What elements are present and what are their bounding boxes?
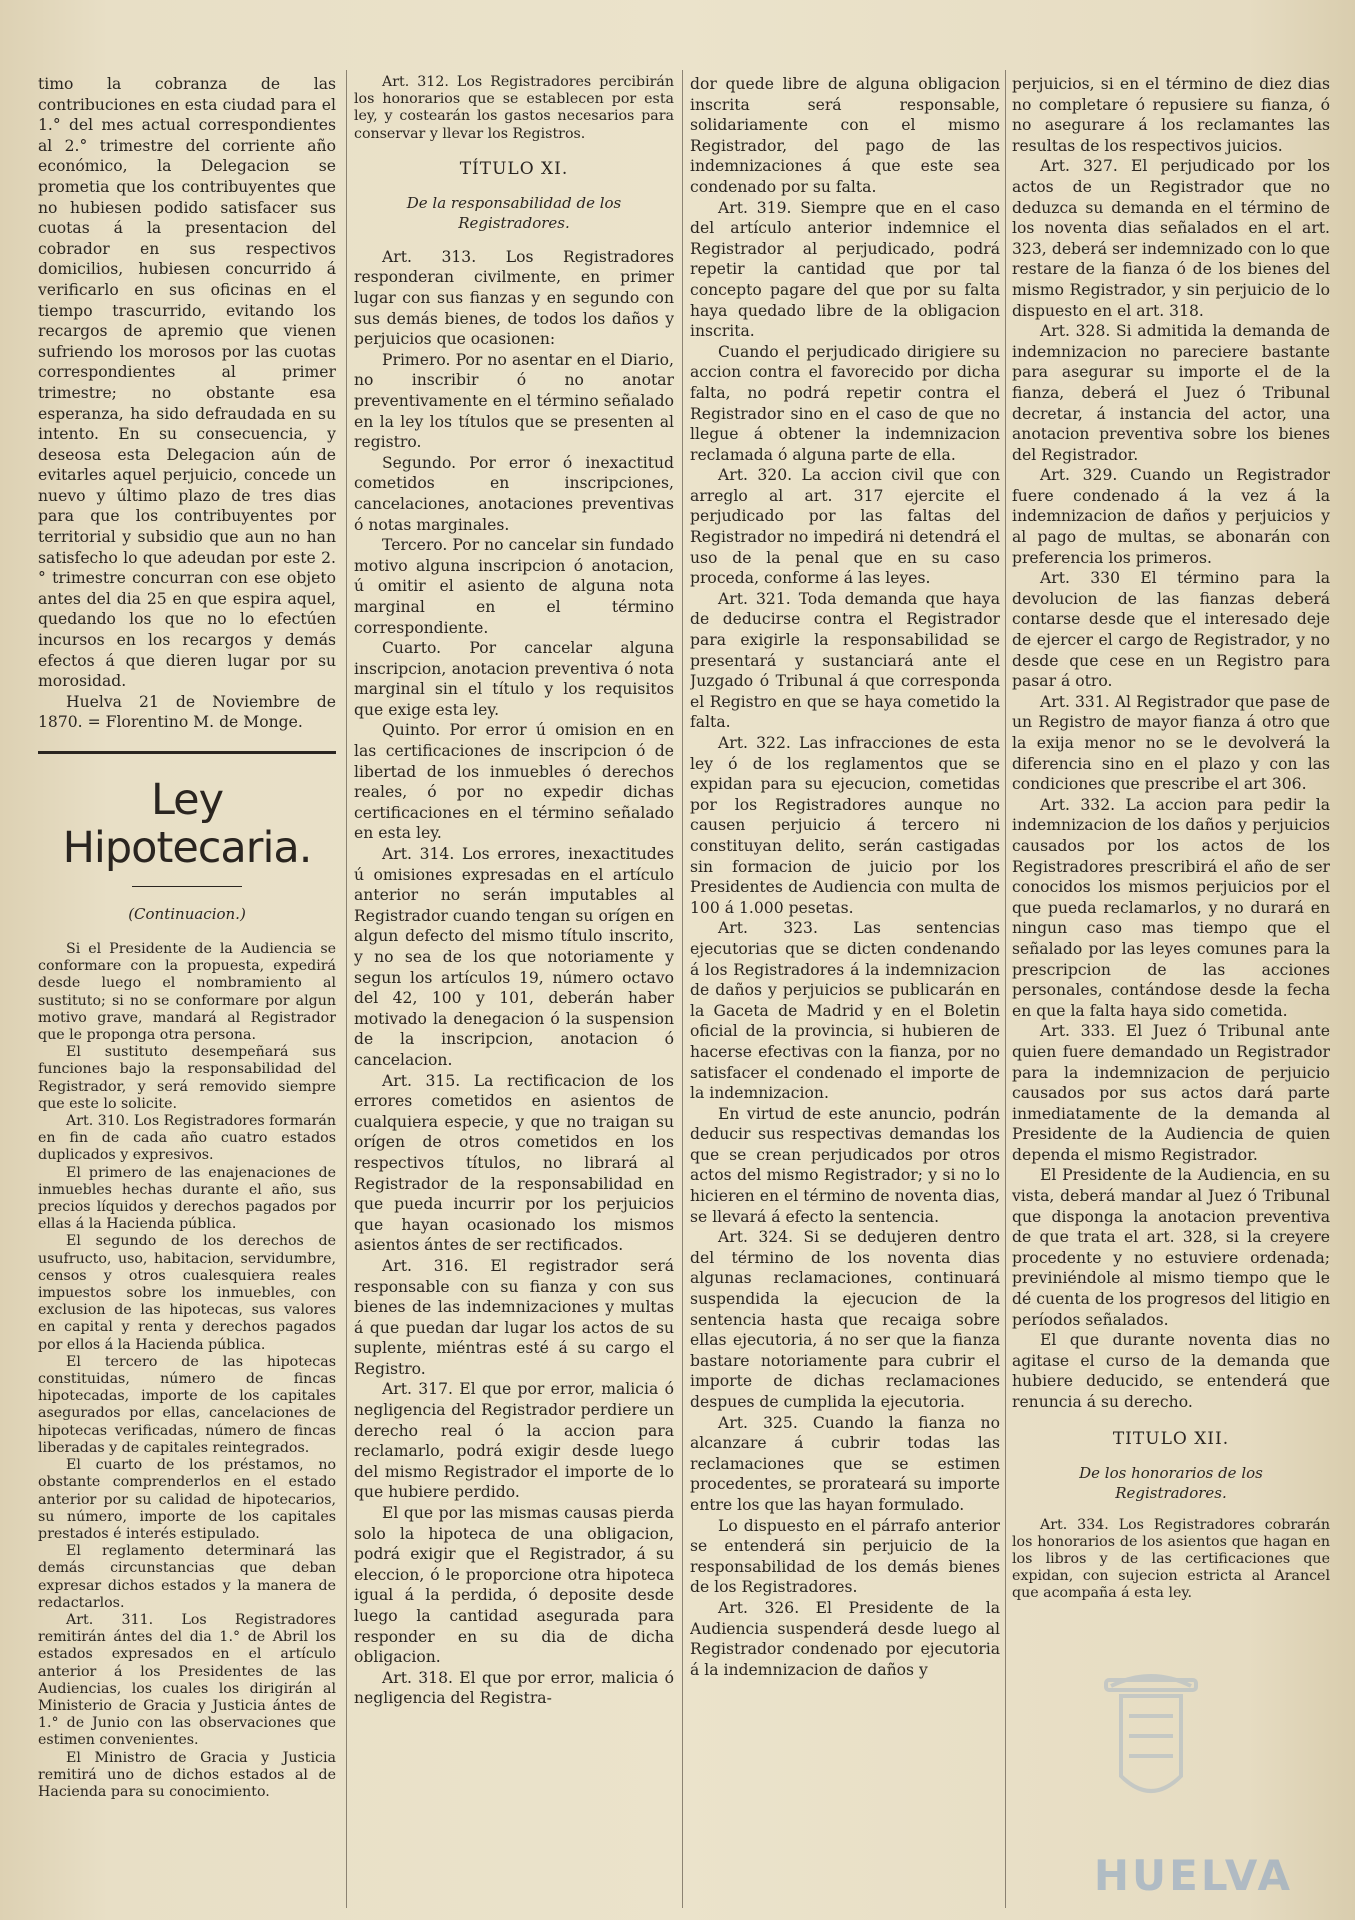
paragraph: Quinto. Por error ú omision en en las certificaciones de inscripcion ó de libertad de los inmuebles ó derechos reales, ó por no expedir dichas certificaciones en el término señalado en esta ley. xyxy=(354,721,674,843)
column-3 xyxy=(690,74,1000,1906)
title-heading: TITULO XII. xyxy=(1112,1428,1230,1449)
title-heading: TÍTULO XI. xyxy=(459,158,569,179)
paragraph: Art. 323. Las sentencias ejecutorias que se dicten condenando á los Registradores á la indemnizacion de daños y perjuicios se publicarán en la Gaceta de Madrid y en el Boletin oficial de la provincia, si hubieren de hacerse efectivas con la fianza, por no satisfacer el condenado el importe de la indemnizacion. xyxy=(690,919,1000,1103)
watermark-text: HUELVA xyxy=(1093,1851,1293,1900)
paragraph: Art. 329. Cuando un Registrador fuere condenado á la vez á la indemnizacion de daños y perjuicios y al pago de multas, se abonarán con preferencia los primeros. xyxy=(1012,466,1330,567)
paragraph: Art. 331. Al Registrador que pase de un Registro de mayor fianza á otro que la exija menor no se le devolverá la diferencia sino en el plazo y con las condiciones que prescribe el art 306. xyxy=(1012,692,1330,794)
paragraph: Art. 321. Toda demanda que haya de deducirse contra el Registrador para exigirle la responsabilidad se presentará y sustanciará ante el Juzgado ó Tribunal á que corresponda el Registro en que se haya cometido la falta. xyxy=(690,589,1000,732)
paragraph: Art. 319. Siempre que en el caso del artículo anterior indemnice el Registrador al perjudicado, podrá repetir la cantidad que por tal concepto pagare del que por su falta haya quedado libre de la obligacion inscrita. xyxy=(690,198,1000,341)
paragraph: Art. 332. La accion para pedir la indemnizacion de los daños y perjuicios causados por los actos de los Registradores prescribirá el año de ser conocidos los mismos perjuicios por el que pueda reclamarlos, y no durará en ningun caso mas tiempo que el señalado por las leyes comunes para la prescripcion de las acciones personales, contándose desde la fecha en que la falta haya sido cometida. xyxy=(1012,795,1330,1020)
title-subheading: De los honorarios de los Registradores. xyxy=(1079,1463,1263,1502)
paragraph: El Ministro de Gracia y Justicia remitirá uno de dichos estados al de Hacienda para su conocimiento. xyxy=(38,1749,336,1800)
paragraph: El sustituto desempeñará sus funciones bajo la responsabilidad del Registrador, y será removido siempre que este lo solicite. xyxy=(38,1044,336,1112)
paragraph: El cuarto de los préstamos, no obstante comprenderlos en el estado anterior por su calidad de hipotecarios, su número, importe de los capitales prestados é interés estipulado. xyxy=(38,1457,336,1542)
paragraph: Art. 312. Los Registradores percibirán los honorarios que se establecen por esta ley, y costearán los gastos necesarios para conservar y llevar los Registros. xyxy=(354,74,674,142)
paragraph: Art. 334. Los Registradores cobrarán los honorarios de los asientos que hagan en los libros y de las certificaciones que expidan, con sujecion estricta al Arancel que acompaña á esta ley. xyxy=(1012,1516,1330,1602)
paragraph: El que durante noventa dias no agitase el curso de la demanda que hubiere deducido, se entenderá que renuncia á su derecho. xyxy=(1012,1331,1330,1411)
continuation-label: (Continuacion.) xyxy=(128,905,246,923)
paragraph: Cuarto. Por cancelar alguna inscripcion, anotacion preventiva ó nota marginal sin el título y los requisitos que exige esta ley. xyxy=(354,639,674,719)
signature-line: Huelva 21 de Noviembre de 1870. = Florentino M. de Monge. xyxy=(38,692,336,732)
paragraph: Art. 325. Cuando la fianza no alcanzare á cubrir todas las reclamaciones que se estimen procedentes, se prorateará su importe entre los que las hayan formulado. xyxy=(690,1413,1000,1514)
paragraph: Art. 320. La accion civil que con arreglo al art. 317 ejercite el perjudicado por las faltas del Registrador no impedirá ni detendrá el uso de la penal que en su caso proceda, conforme á las leyes. xyxy=(690,466,1000,588)
paragraph: Art. 322. Las infracciones de esta ley ó de los reglamentos que se expidan para su ejecucion, cometidas por los Registradores aunque no causen perjuicio á tercero ni constituyan delito, serán castigadas sin formacion de juicio por los Presidentes de Audiencia con multa de 100 á 1.000 pesetas. xyxy=(690,734,1000,917)
paragraph: Art. 324. Si se dedujeren dentro del término de los noventa dias algunas reclamaciones, continuará suspendida la ejecucion de la sentencia hasta que recaiga sobre ellas ejecutoria, á no ser que la fianza bastare notoriamente para cubrir el importe de dichas reclamaciones despues de cumplida la ejecutoria. xyxy=(690,1228,1000,1411)
paragraph: Art. 317. El que por error, malicia ó negligencia del Registrador perdiere un derecho real ó la accion para reclamarlo, podrá exigir desde luego del mismo Registrador el importe de lo que hubiere perdido. xyxy=(354,1380,674,1502)
paragraph: timo la cobranza de las contribuciones en esta ciudad para el 1.° del mes actual correspondientes al 2.° trimestre del corriente año económico, la Delegacion se prometia que los contribuyentes que no hubiesen podido satisfacer sus cuotas á la presentacion del cobrador en sus respectivos domicilios, hubiesen concurrido á verificarlo en sus oficinas en el tiempo trascurrido, evitando los recargos de apremio que vienen sufriendo los morosos por las cuotas correspondientes al primer trimestre; no obstante esa esperanza, ha sido defraudada en su intento. En su consecuencia, y deseosa esta Delegacion aún de evitarles aquel perjuicio, concede un nuevo y último plazo de tres dias para que los contribuyentes por territorial y subsidio que aun no han satisfecho lo que adeudan por este 2.° trimestre concurran con ese objeto antes del dia 25 en que espira aquel, quedando los que no lo efectúen incursos en los recargos y demás efectos á que dieren lugar por su morosidad. xyxy=(38,75,336,691)
paragraph: Art. 310. Los Registradores formarán en fin de cada año cuatro estados duplicados y expresivos. xyxy=(38,1113,336,1164)
paragraph: Art. 316. El registrador será responsable con su fianza y con sus bienes de las indemnizaciones y multas á que puedan dar lugar los actos de su suplente, miéntras esté á su cargo el Registro. xyxy=(354,1256,674,1378)
column-rule xyxy=(346,70,347,1908)
paragraph: Art. 314. Los errores, inexactitudes ú omisiones expresadas en el artículo anterior no serán imputables al Registrador cuando tengan su orígen en algun defecto del mismo título inscrito, y no sea de los que notoriamente y segun los artículos 19, número octavo del 42, 100 y 101, deberán haber motivado la denegacion ó la suspension de la inscripcion, anotacion ó cancelacion. xyxy=(354,845,674,1069)
paragraph: Art. 330 El término para la devolucion de las fianzas deberá contarse desde que el interesado deje de ejercer el cargo de Registrador, y no desde que cese en un Registro para pasar á otro. xyxy=(1012,569,1330,691)
paragraph: Art. 318. El que por error, malicia ó negligencia del Registra- xyxy=(354,1668,674,1708)
paragraph: perjuicios, si en el término de diez dias no completare ó repusiere su fianza, ó no asegurare á los reclamantes las resultas de los respectivos juicios. xyxy=(1012,75,1330,155)
section-title: Ley Hipotecaria. xyxy=(62,775,312,873)
paragraph: En virtud de este anuncio, podrán deducir sus respectivas demandas los que se crean perjudicados por otros actos del mismo Registrador; y si no lo hicieren en el término de noventa dias, se llevará á efecto la sentencia. xyxy=(690,1104,1000,1226)
column-1 xyxy=(38,74,336,1906)
paragraph: Art. 328. Si admitida la demanda de indemnizacion no pareciere bastante para asegurar su importe el de la fianza, deberá el Juez ó Tribunal decretar, á instancia del actor, una anotacion preventiva sobre los bienes del Registrador. xyxy=(1012,322,1330,464)
paragraph: Art. 315. La rectificacion de los errores cometidos en asientos de cualquiera especie, y que no traigan su orígen de otros cometidos en los respectivos títulos, no librará al Registrador de la responsabilidad en que pueda incurrir por los perjuicios que hayan ocasionado los mismos asientos ántes de ser rectificados. xyxy=(354,1071,674,1255)
paragraph: Lo dispuesto en el párrafo anterior se entenderá sin perjuicio de la responsabilidad de los demás bienes de los Registradores. xyxy=(690,1516,1000,1597)
column-rule xyxy=(1005,70,1006,1908)
paragraph: Art. 311. Los Registradores remitirán ántes del dia 1.° de Abril los estados expresados en el artículo anterior á los Presidentes de las Audiencias, los cuales los dirigirán al Ministerio de Gracia y Justicia ántes de 1.° de Junio con las observaciones que estimen convenientes. xyxy=(38,1611,336,1749)
title-subheading: De la responsabilidad de los Registradores. xyxy=(406,193,622,232)
paragraph: Segundo. Por error ó inexactitud cometidos en inscripciones, cancelaciones, anotaciones preventivas ó notas marginales. xyxy=(354,453,674,534)
paragraph: El Presidente de la Audiencia, en su vista, deberá mandar al Juez ó Tribunal que disponga la anotacion preventiva de que trata el art. 328, si la creyere procedente y no estuviere ordenada; previniéndole al mismo tiempo que le dé cuenta de los progresos del litigio en períodos señalados. xyxy=(1012,1166,1330,1329)
paragraph: El primero de las enajenaciones de inmuebles hechas durante el año, sus precios líquidos y derechos pagados por ellas á la Hacienda pública. xyxy=(38,1164,336,1233)
column-4 xyxy=(1012,74,1330,1906)
paragraph: El segundo de los derechos de usufructo, uso, habitacion, servidumbre, censos y otros cualesquiera reales impuestos sobre los inmuebles, con exclusion de las hipotecas, sus valores en capital y renta y derechos pagados por ellos á la Hacienda pública. xyxy=(38,1233,336,1353)
title-underline xyxy=(132,886,242,887)
paragraph: Art. 313. Los Registradores responderan civilmente, en primer lugar con sus fianzas y en segundo con sus demás bienes, de todos los daños y perjuicios que ocasionen: xyxy=(354,247,674,349)
paragraph: dor quede libre de alguna obligacion inscrita será responsable, solidariamente con el mismo Registrador, del pago de las indemnizaciones á que este sea condenado por su falta. xyxy=(690,75,1000,196)
section-divider xyxy=(38,751,336,754)
paragraph: Cuando el perjudicado dirigiere su accion contra el favorecido por dicha falta, no podrá repetir contra el Registrador sino en el caso de que no llegue á obtener la indemnizacion reclamada ó alguna parte de ella. xyxy=(690,342,1000,464)
column-rule xyxy=(682,70,683,1908)
paragraph: Si el Presidente de la Audiencia se conformare con la propuesta, expedirá desde luego el nombramiento al sustituto; si no se conformare por algun motivo grave, mandará al Registrador que le proponga otra persona. xyxy=(38,941,336,1044)
column-2 xyxy=(354,74,674,1906)
paragraph: Primero. Por no asentar en el Diario, no inscribir ó no anotar preventivamente en el término señalado en la ley los títulos que se presenten al registro. xyxy=(354,350,674,452)
paragraph: Art. 333. El Juez ó Tribunal ante quien fuere demandado un Registrador para la indemnizacion de perjuicio causados por sus actos dará parte inmediatamente de la demanda al Presidente de la Audiencia de quien dependa el mismo Registrador. xyxy=(1012,1022,1330,1164)
paragraph: El que por las mismas causas pierda solo la hipoteca de una obligacion, podrá exigir que el Registrador, á su eleccion, ó le proporcione otra hipoteca igual á la perdida, ó deposite desde luego la cantidad asegurada para responder en su dia de dicha obligacion. xyxy=(354,1504,674,1667)
paragraph: Tercero. Por no cancelar sin fundado motivo alguna inscripcion ó anotacion, ú omitir el asiento de alguna nota marginal en el término correspondiente. xyxy=(354,536,674,637)
paragraph: Art. 327. El perjudicado por los actos de un Registrador que no deduzca su demanda en el término de los noventa dias señalados en el art. 323, deberá ser indemnizado con lo que restare de la fianza ó de los bienes del mismo Registrador, y sin perjuicio de lo dispuesto en el art. 318. xyxy=(1012,157,1330,320)
paragraph: El reglamento determinará las demás circunstancias que deban expresar dichos estados y la manera de redactarlos. xyxy=(38,1543,336,1611)
paragraph: Art. 326. El Presidente de la Audiencia suspenderá desde luego al Registrador condenado por ejecutoria á la indemnizacion de daños y xyxy=(690,1598,1000,1679)
paragraph: El tercero de las hipotecas constituidas, número de fincas hipotecadas, importe de los capitales asegurados por ellas, cancelaciones de hipotecas verificadas, número de fincas liberadas y de capitales reintegrados. xyxy=(38,1353,336,1456)
